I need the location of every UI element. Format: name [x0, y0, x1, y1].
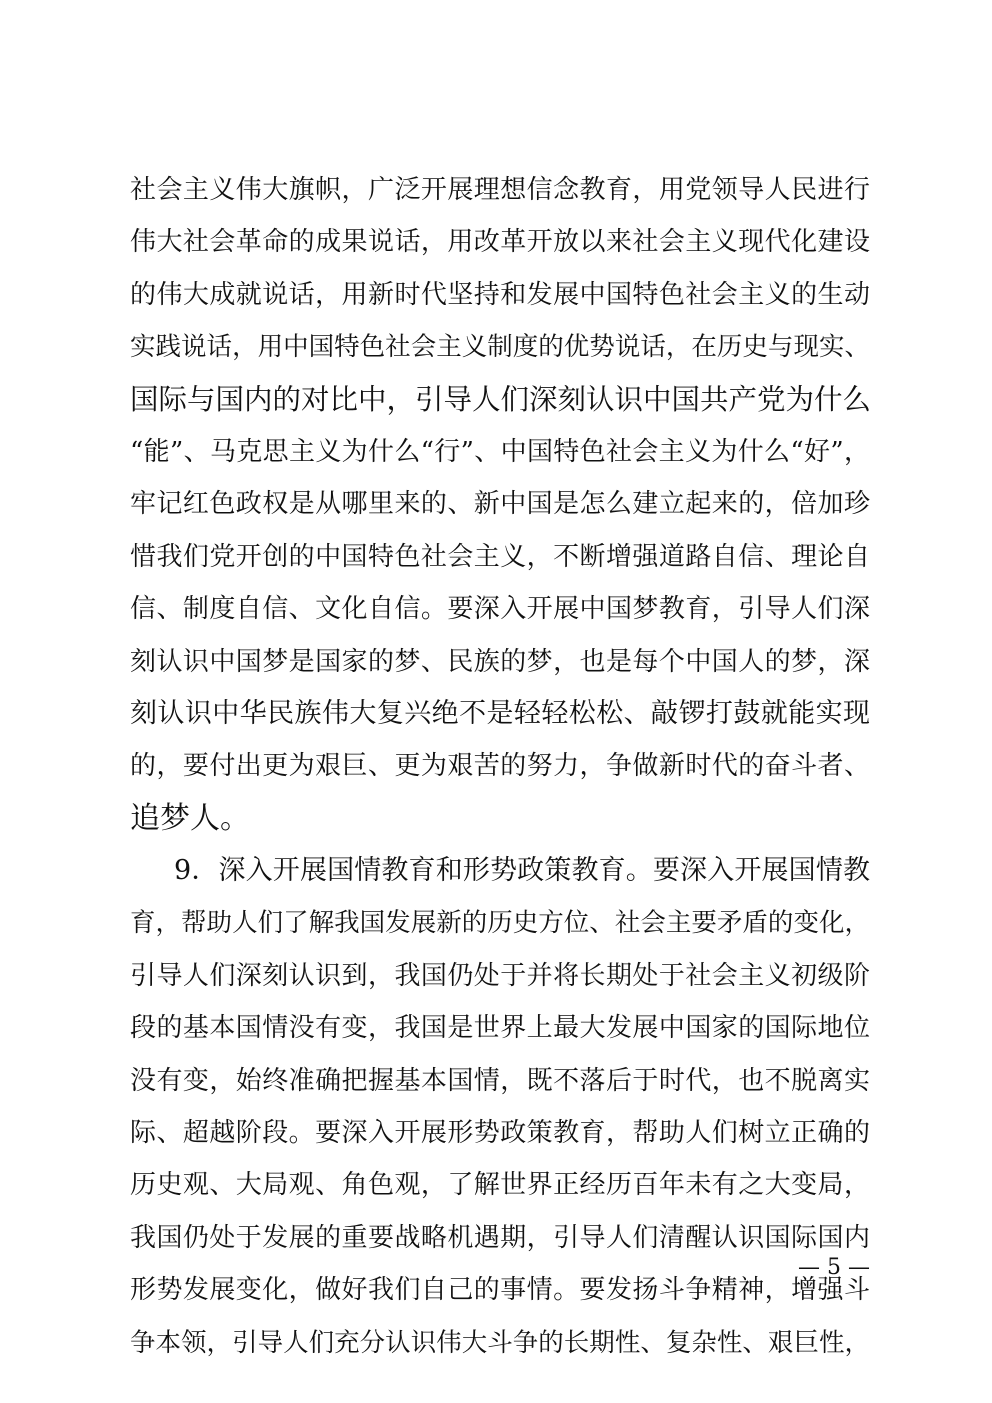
text-line: 实践说话，用中国特色社会主义制度的优势说话，在历史与现实、	[130, 332, 870, 363]
text-line: 的，要付出更为艰巨、更为艰苦的努力，争做新时代的奋斗者、	[130, 751, 870, 782]
text-line: 引导人们深刻认识到，我国仍处于并将长期处于社会主义初级阶	[130, 960, 870, 991]
text-line: 争本领，引导人们充分认识伟大斗争的长期性、复杂性、艰巨性，	[130, 1327, 870, 1358]
section-heading-line: 9．深入开展国情教育和形势政策教育。要深入开展国情教	[174, 855, 870, 887]
text-line: 国际与国内的对比中，引导人们深刻认识中国共产党为什么	[130, 382, 872, 416]
text-line: 惜我们党开创的中国特色社会主义，不断增强道路自信、理论自	[130, 541, 870, 572]
text-line: 社会主义伟大旗帜，广泛开展理想信念教育，用党领导人民进行	[130, 175, 870, 205]
text-line: 追梦人。	[130, 800, 250, 836]
text-line: 段的基本国情没有变，我国是世界上最大发展中国家的国际地位	[130, 1013, 870, 1044]
text-line: 历史观、大局观、角色观，了解世界正经历百年未有之大变局，	[130, 1170, 870, 1201]
text-line: 形势发展变化，做好我们自己的事情。要发扬斗争精神，增强斗	[130, 1275, 870, 1306]
page-number: — 5 —	[798, 1255, 870, 1280]
text-line: 我国仍处于发展的重要战略机遇期，引导人们清醒认识国际国内	[130, 1222, 870, 1253]
body-text	[130, 164, 870, 1369]
text-line: 信、制度自信、文化自信。要深入开展中国梦教育，引导人们深	[130, 594, 870, 625]
text-line: 刻认识中华民族伟大复兴绝不是轻轻松松、敲锣打鼓就能实现	[130, 697, 870, 729]
text-line: 没有变，始终准确把握基本国情，既不落后于时代，也不脱离实	[130, 1065, 870, 1096]
text-line: 刻认识中国梦是国家的梦、民族的梦，也是每个中国人的梦，深	[130, 646, 870, 677]
text-line: 的伟大成就说话，用新时代坚持和发展中国特色社会主义的生动	[130, 279, 870, 310]
text-line: 际、超越阶段。要深入开展形势政策教育，帮助人们树立正确的	[130, 1118, 870, 1149]
text-line: 育，帮助人们了解我国发展新的历史方位、社会主要矛盾的变化，	[130, 908, 870, 939]
text-line: 伟大社会革命的成果说话，用改革开放以来社会主义现代化建设	[130, 227, 870, 258]
text-line: “能”、马克思主义为什么“行”、中国特色社会主义为什么“好”，	[130, 436, 870, 467]
text-line: 牢记红色政权是从哪里来的、新中国是怎么建立起来的，倍加珍	[130, 489, 870, 520]
